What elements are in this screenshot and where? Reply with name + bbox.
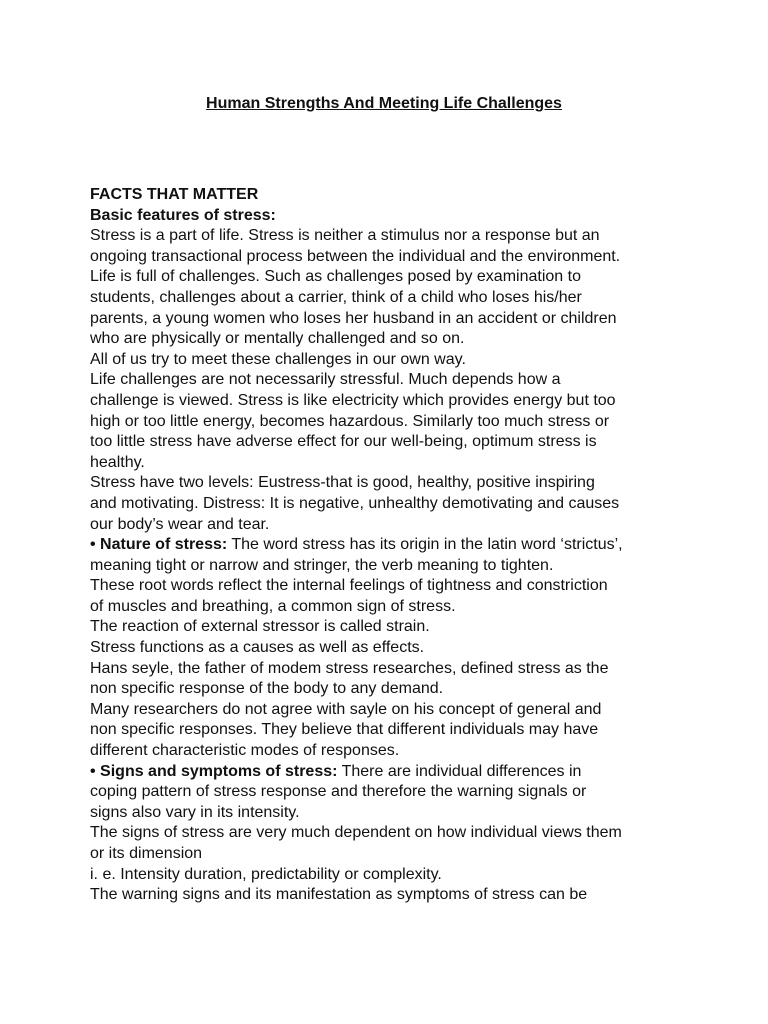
text-line: Stress have two levels: Eustress-that is good, healthy, positive inspiring [90, 474, 595, 492]
text-line: Hans seyle, the father of modem stress researches, defined stress as the [90, 659, 609, 677]
bullet-text: There are individual differences in [337, 762, 582, 780]
bullet-nature-of-stress [90, 535, 690, 556]
text-line: The signs of stress are very much dependent on how individual views them [90, 824, 622, 842]
text-line: too little stress have adverse effect for our well-being, optimum stress is [90, 433, 597, 451]
text-line: challenge is viewed. Stress is like electricity which provides energy but too [90, 391, 616, 409]
text-line: different characteristic modes of responses. [90, 742, 400, 760]
text-line: non specific response of the body to any demand. [90, 680, 444, 698]
text-line: coping pattern of stress response and therefore the warning signals or [90, 783, 587, 801]
document-title: Human Strengths And Meeting Life Challenges [206, 95, 562, 112]
text-line: our body’s wear and tear. [90, 515, 270, 533]
text-line: who are physically or mentally challenged and so on. [90, 330, 465, 348]
text-line: All of us try to meet these challenges in our own way. [90, 350, 466, 368]
text-line: students, challenges about a carrier, think of a child who loses his/her [90, 288, 582, 306]
text-line: signs also vary in its intensity. [90, 803, 300, 821]
text-line: or its dimension [90, 845, 203, 862]
text-line: ongoing transactional process between the individual and the environment. [90, 247, 621, 265]
text-line: These root words reflect the internal feelings of tightness and constriction [90, 577, 608, 595]
text-line: The warning signs and its manifestation as symptoms of stress can be [90, 886, 588, 904]
subheading: Basic features of stress: [90, 206, 276, 224]
text-line: Many researchers do not agree with sayle on his concept of general and [90, 700, 602, 718]
text-line: parents, a young women who loses her husband in an accident or children [90, 309, 617, 327]
section-heading: FACTS THAT MATTER [90, 186, 259, 203]
bullet-text: The word stress has its origin in the latin word ‘strictus’, [227, 536, 623, 554]
document-body [90, 185, 690, 906]
text-line: non specific responses. They believe that different individuals may have [90, 721, 599, 739]
text-line: Stress functions as a causes as well as effects. [90, 639, 425, 657]
text-line: meaning tight or narrow and stringer, the verb meaning to tighten. [90, 556, 554, 574]
text-line: Stress is a part of life. Stress is neither a stimulus nor a response but an [90, 227, 600, 245]
text-line: Life is full of challenges. Such as challenges posed by examination to [90, 268, 581, 286]
text-line: Life challenges are not necessarily stressful. Much depends how a [90, 371, 561, 389]
text-line: i. e. Intensity duration, predictability or complexity. [90, 865, 442, 883]
bullet-term: • Nature of stress: [90, 536, 228, 554]
text-line: high or too little energy, becomes hazardous. Similarly too much stress or [90, 412, 610, 430]
bullet-signs-and-symptoms [90, 762, 690, 783]
bullet-term: • Signs and symptoms of stress: [90, 762, 338, 780]
text-line: healthy. [90, 453, 145, 471]
text-line: and motivating. Distress: It is negative, unhealthy demotivating and causes [90, 494, 620, 512]
text-line: The reaction of external stressor is called strain. [90, 618, 430, 636]
text-line: of muscles and breathing, a common sign of stress. [90, 597, 456, 615]
